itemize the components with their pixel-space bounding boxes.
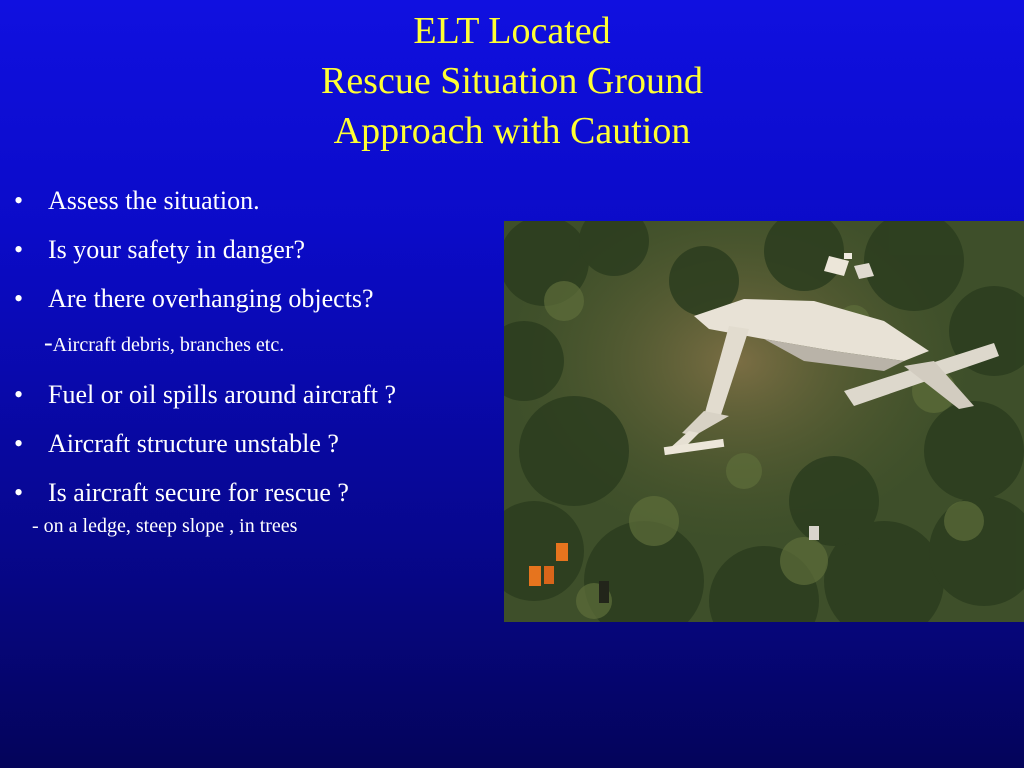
bullet-item <box>14 235 494 265</box>
bullet-text: Is your safety in danger? <box>48 235 306 264</box>
bullet-text: Are there overhanging objects? <box>48 284 374 313</box>
bullet-marker: • <box>14 429 24 458</box>
title-line-2: Rescue Situation Ground <box>320 60 704 102</box>
sub-note-text: Aircraft debris, branches etc. <box>52 334 285 356</box>
bullet-marker: • <box>14 235 24 264</box>
bullet-item <box>14 186 494 216</box>
bullet-marker: • <box>14 478 24 507</box>
bullet-item <box>14 478 494 508</box>
bullet-item <box>14 380 494 410</box>
crash-site-photo <box>504 221 1024 622</box>
bullet-text: Aircraft structure unstable ? <box>48 429 339 458</box>
slide-title <box>0 6 1024 156</box>
bullet-text: Is aircraft secure for rescue ? <box>48 478 349 507</box>
bullet-marker: • <box>14 380 24 409</box>
bullet-list <box>14 186 494 539</box>
sub-note-dash: - <box>44 328 53 357</box>
bullet-item <box>14 429 494 459</box>
bullet-marker: • <box>14 186 24 215</box>
title-line-3: Approach with Caution <box>333 110 691 152</box>
bullet-text: Fuel or oil spills around aircraft ? <box>48 380 397 409</box>
bullet-marker: • <box>14 284 24 313</box>
sub-note-location: - on a ledge, steep slope , in trees <box>32 515 298 537</box>
title-line-1: ELT Located <box>413 10 611 52</box>
bullet-item <box>14 284 494 314</box>
sub-note-debris <box>14 330 494 358</box>
bullet-text: Assess the situation. <box>48 186 260 215</box>
